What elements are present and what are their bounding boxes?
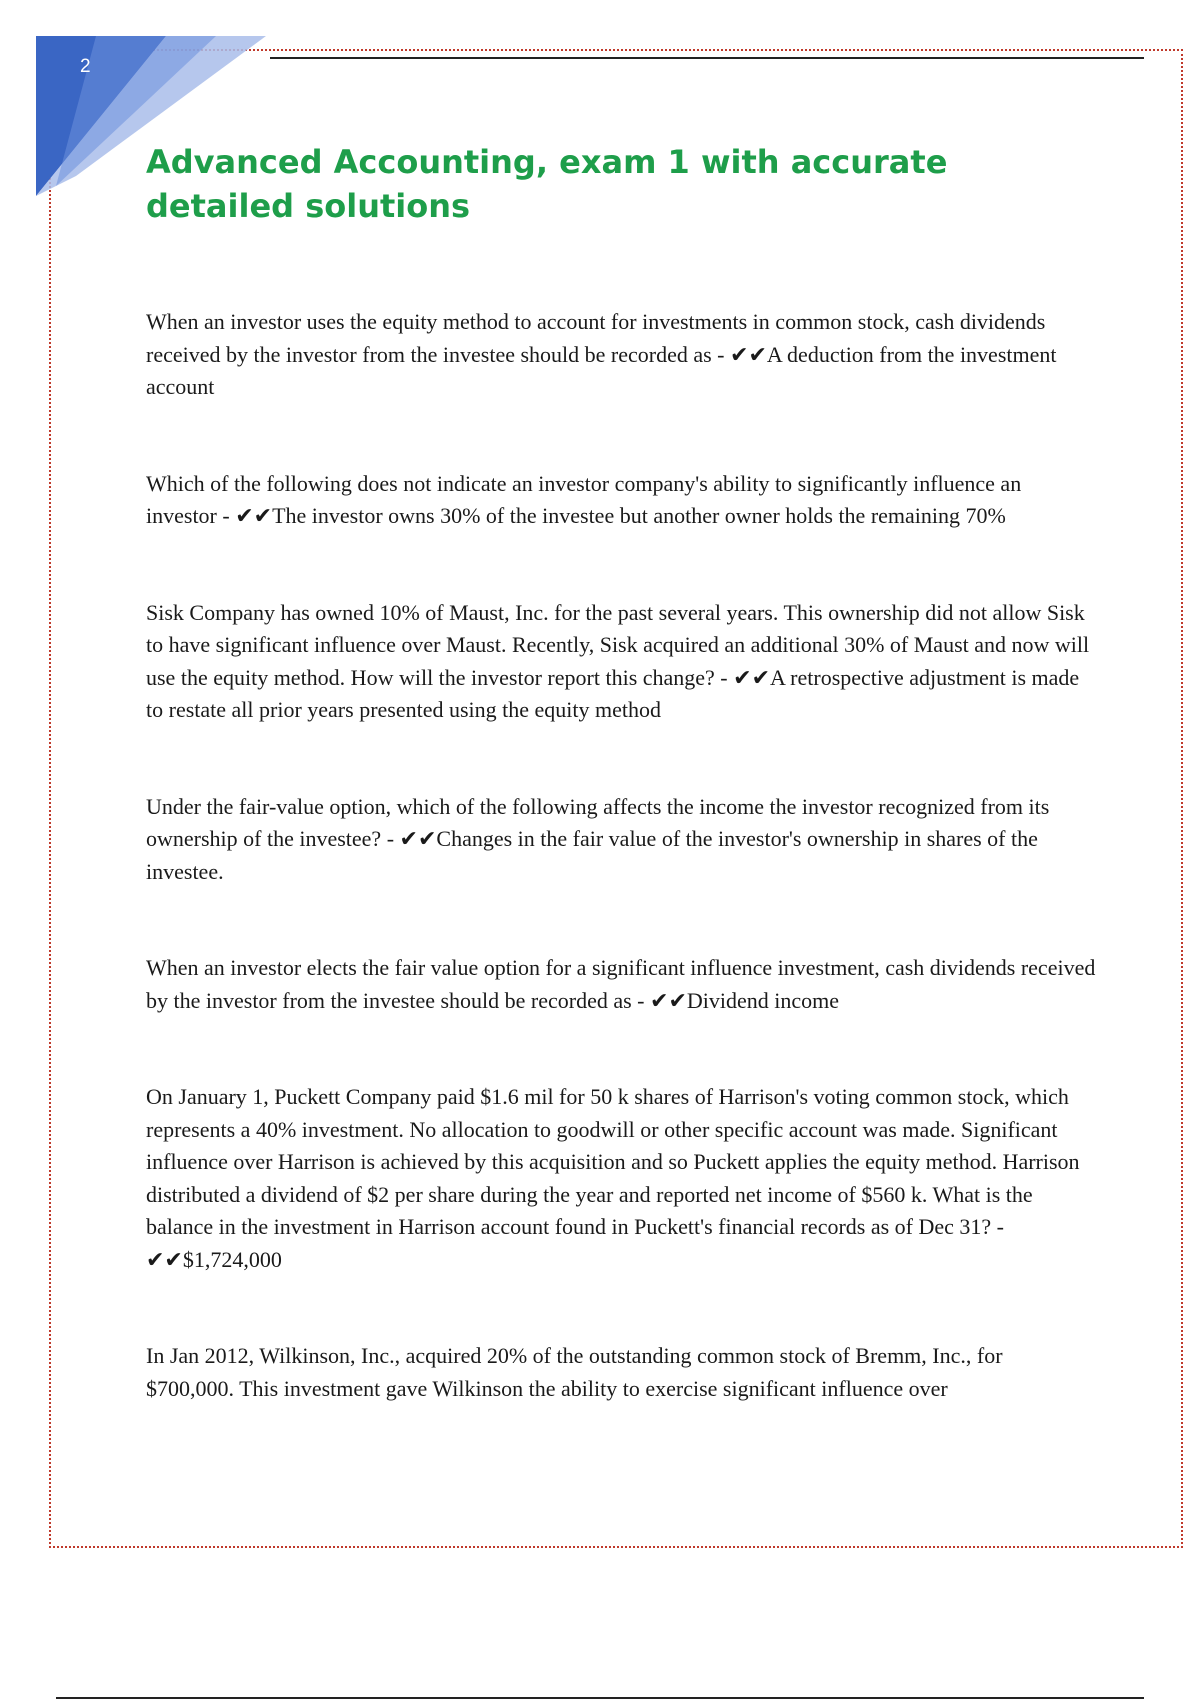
qa-item: On January 1, Puckett Company paid $1.6 mil for 50 k shares of Harrison's voting common stock, which represents a 40% investment. No allocation to goodwill or other specific account was made. Significant influence over Harrison is achieved by this acquisition and so Puckett applies the equity method. Harrison distributed a dividend of $2 per share during the year and reported net income of $560 k. What is the balance in the investment in Harrison account found in Puckett's financial records as of Dec 31? - ✔✔$1,724,000: [146, 1084, 1080, 1272]
header-rule: [270, 57, 1144, 59]
qa-item: When an investor elects the fair value option for a significant influence investment, cash dividends received by the investor from the investee should be recorded as - ✔✔Dividend income: [146, 955, 1096, 1013]
qa-item: In Jan 2012, Wilkinson, Inc., acquired 20% of the outstanding common stock of Bremm, Inc., for $700,000. This investment gave Wilkinson the ability to exercise significant influence over: [146, 1343, 1003, 1401]
question-answer-list: [146, 306, 1096, 1405]
document-title: Advanced Accounting, exam 1 with accurate detailed solutions: [146, 143, 948, 225]
footer-rule: [56, 1697, 1144, 1699]
page-number: 2: [80, 56, 91, 77]
qa-item: When an investor uses the equity method to account for investments in common stock, cash dividends received by the investor from the investee should be recorded as - ✔✔A deduction from the investment account: [146, 309, 1057, 399]
qa-item: Sisk Company has owned 10% of Maust, Inc. for the past several years. This ownership did not allow Sisk to have significant influence over Maust. Recently, Sisk acquired an additional 30% of Maust and now will use the equity method. How will the investor report this change? - ✔✔A retrospective adjustment is made to restate all prior years presented using the equity method: [146, 599, 1090, 722]
qa-item: Which of the following does not indicate an investor company's ability to significantly influence an investor - ✔✔The investor owns 30% of the investee but another owner holds the remaining 70%: [146, 470, 1022, 528]
qa-item: Under the fair-value option, which of the following affects the income the investor recognized from its ownership of the investee? - ✔✔Changes in the fair value of the investor's ownership in shares of the investee.: [146, 793, 1050, 884]
